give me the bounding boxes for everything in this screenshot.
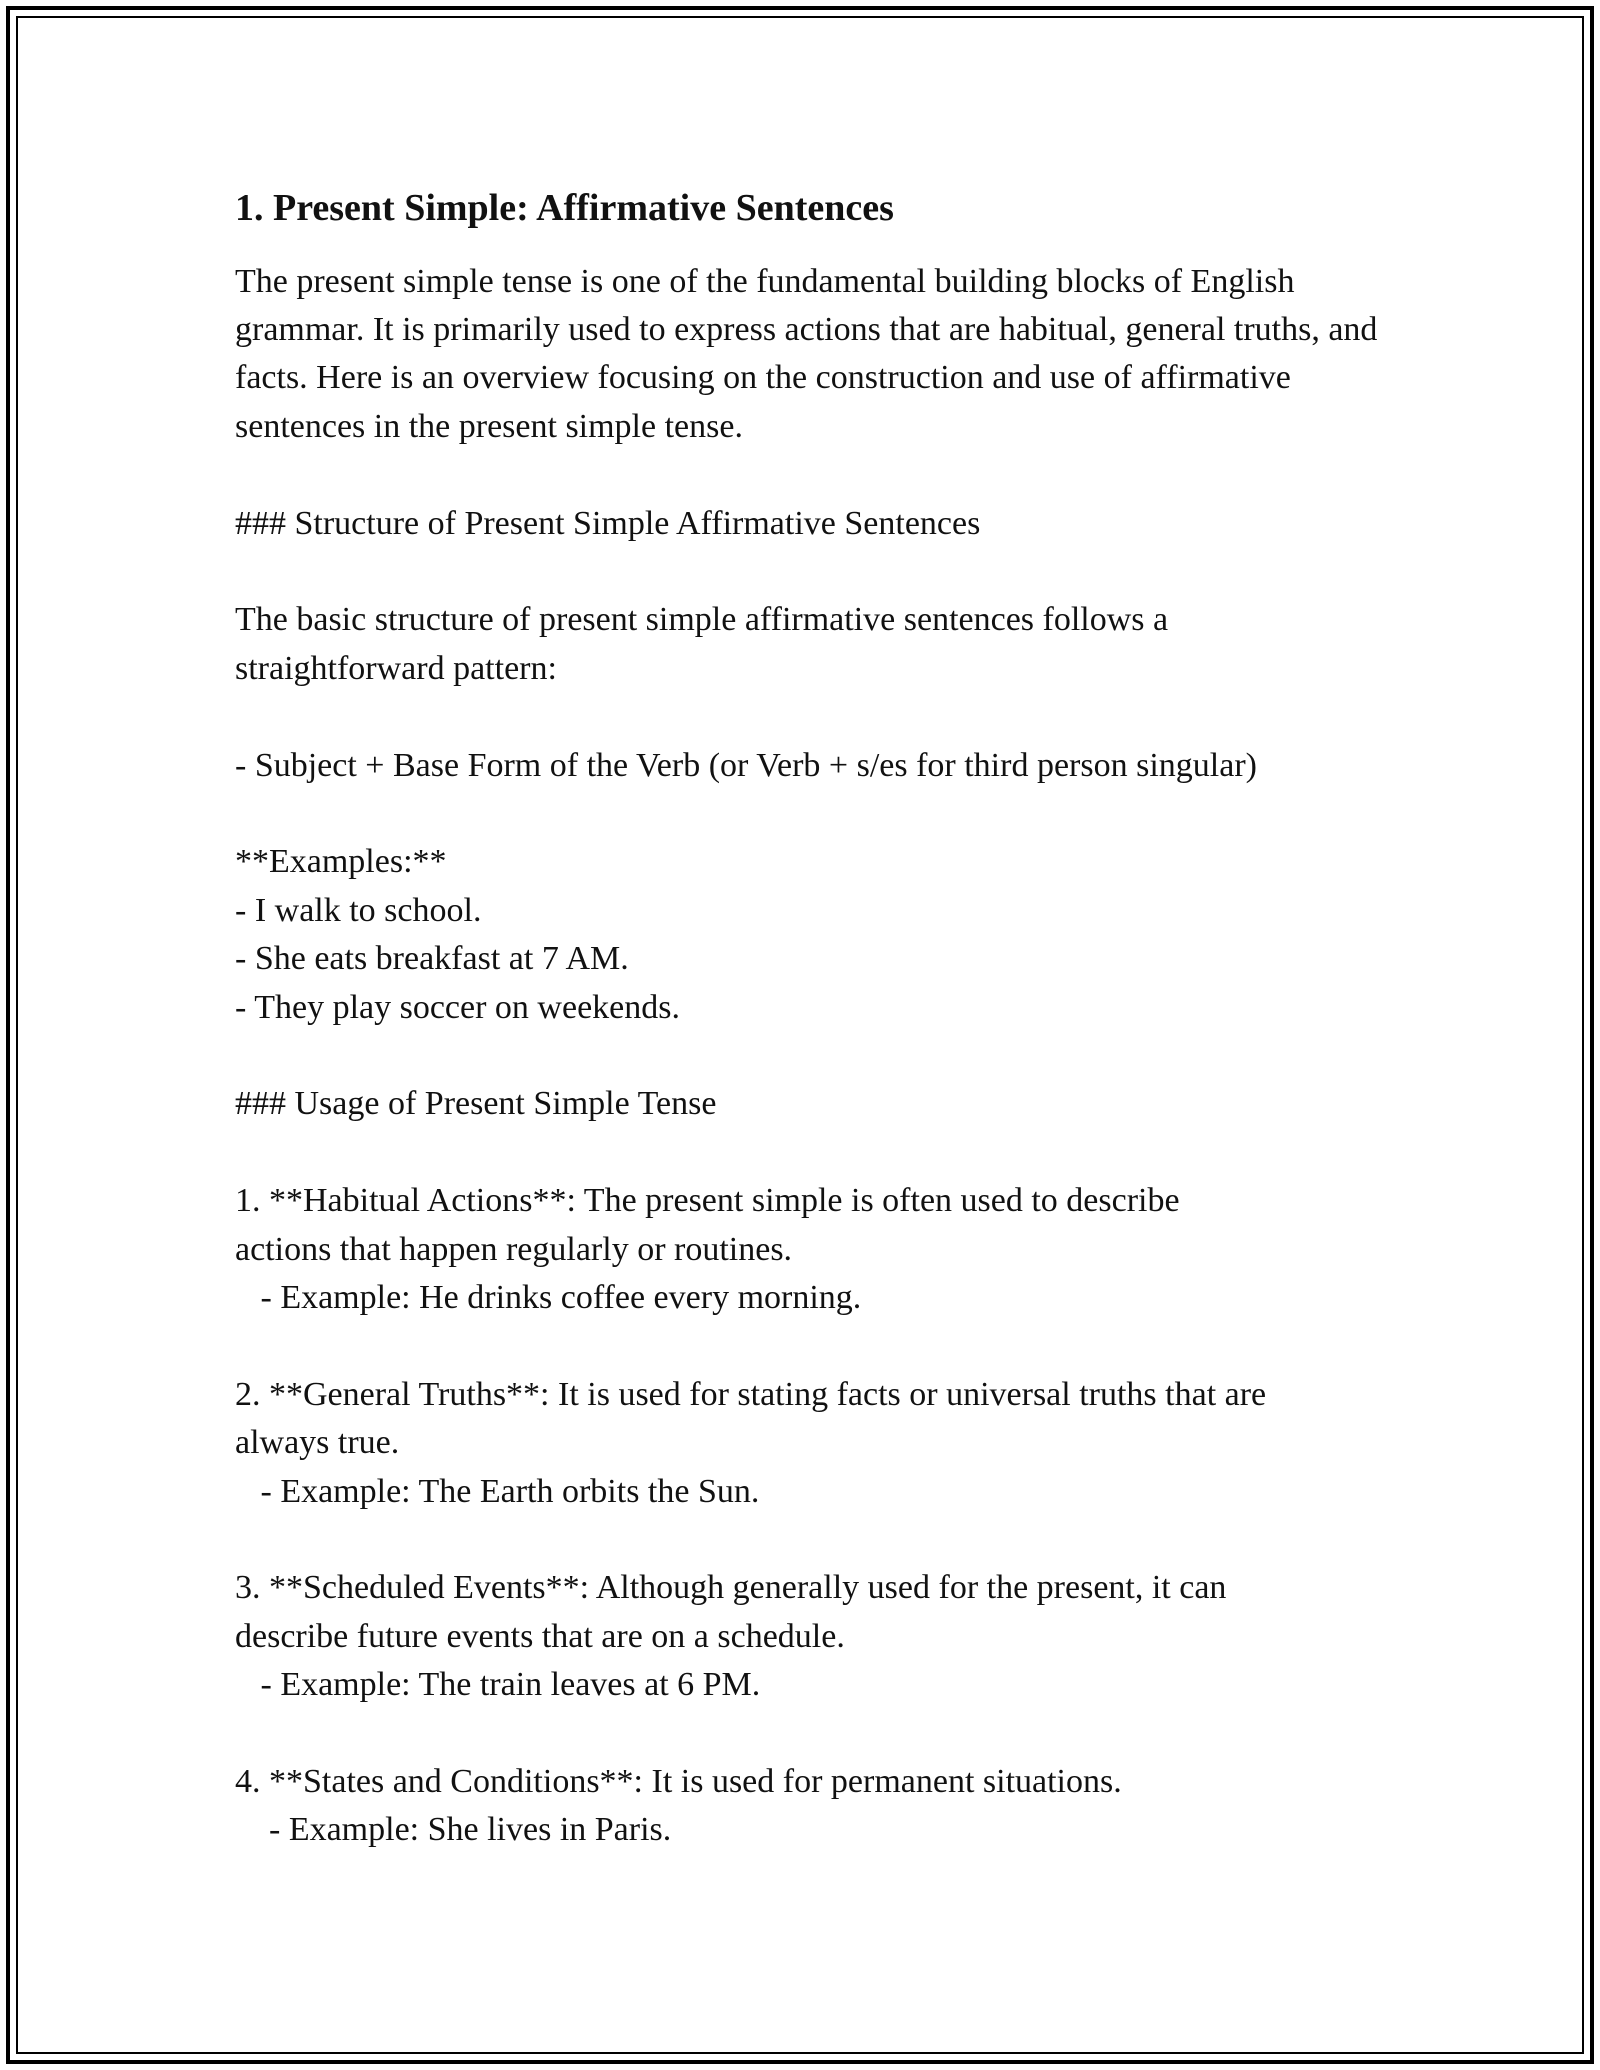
text-line: 3. **Scheduled Events**: Although generally used for the present, it can	[235, 1569, 1227, 1607]
text-line: The basic structure of present simple affirmative sentences follows a	[235, 601, 1169, 639]
text-line	[235, 1516, 1385, 1564]
text-line: - They play soccer on weekends.	[235, 988, 680, 1026]
text-line: 1. **Habitual Actions**: The present simple is often used to describe	[235, 1182, 1180, 1220]
text-line	[235, 1032, 1385, 1080]
text-line: ### Structure of Present Simple Affirmative Sentences	[235, 504, 981, 542]
text-line: ### Usage of Present Simple Tense	[235, 1085, 717, 1123]
document-lines	[235, 451, 1385, 1855]
text-line	[235, 451, 1385, 499]
text-line: - She eats breakfast at 7 AM.	[235, 940, 629, 978]
text-line: actions that happen regularly or routines.	[235, 1230, 793, 1268]
text-line	[235, 693, 1385, 741]
text-line: 4. **States and Conditions**: It is used for permanent situations.	[235, 1763, 1122, 1801]
text-line: - Example: He drinks coffee every morning.	[235, 1279, 862, 1317]
text-line: - Example: The Earth orbits the Sun.	[235, 1472, 760, 1510]
page-title: 1. Present Simple: Affirmative Sentences	[235, 187, 894, 229]
intro-paragraph: The present simple tense is one of the fundamental building blocks of English grammar. It is primarily used to express actions that are habitual, general truths, and facts. Here is an overview focusing on the construction and use of affirmative sentences in the present simple tense.	[235, 262, 1378, 445]
text-line: straightforward pattern:	[235, 649, 557, 687]
text-line: - Subject + Base Form of the Verb (or Verb + s/es for third person singular)	[235, 746, 1257, 784]
text-line	[235, 548, 1385, 596]
text-line: **Examples:**	[235, 843, 447, 881]
text-line: 2. **General Truths**: It is used for stating facts or universal truths that are	[235, 1375, 1267, 1413]
document-body	[235, 186, 1385, 1855]
text-line: - Example: The train leaves at 6 PM.	[235, 1666, 761, 1704]
text-line	[235, 790, 1385, 838]
text-line: always true.	[235, 1424, 400, 1462]
text-line: describe future events that are on a schedule.	[235, 1617, 845, 1655]
text-line	[235, 1129, 1385, 1177]
text-line	[235, 1322, 1385, 1370]
text-line: - Example: She lives in Paris.	[235, 1811, 672, 1849]
text-line	[235, 1710, 1385, 1758]
text-line: - I walk to school.	[235, 891, 482, 929]
